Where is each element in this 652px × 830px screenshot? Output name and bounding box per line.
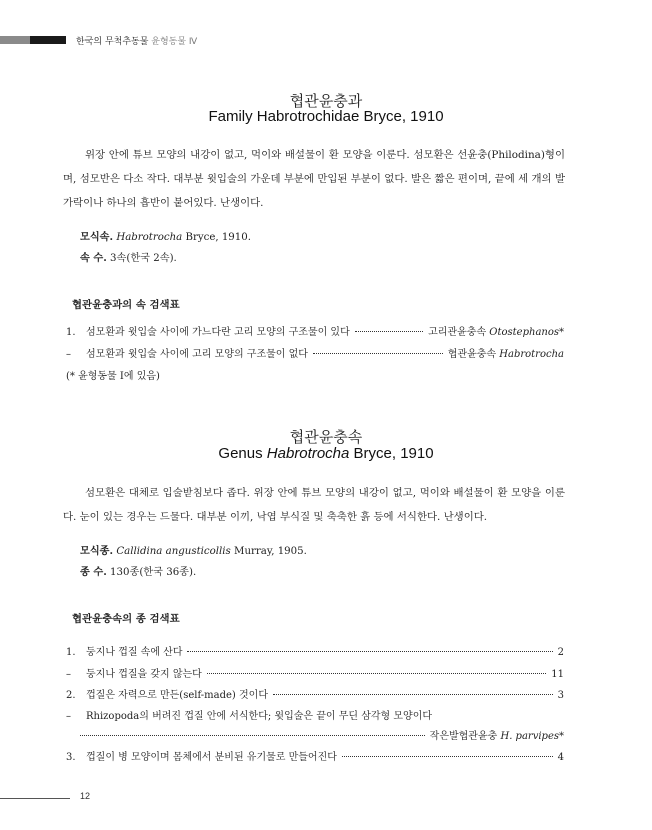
key-text: 섬모환과 윗입술 사이에 고리 모양의 구조물이 없다 bbox=[86, 349, 308, 360]
genus-title-italic: Habrotrocha bbox=[266, 445, 350, 462]
family-description bbox=[63, 143, 565, 215]
genus-title-ko: 협관윤충속 bbox=[289, 428, 363, 446]
key-leader-dots bbox=[342, 756, 553, 757]
key-result-sci: Habrotrocha bbox=[499, 349, 564, 360]
key-result bbox=[430, 727, 564, 742]
genus-key-entry bbox=[66, 323, 564, 341]
key-leader-dots bbox=[313, 353, 443, 354]
species-count-line bbox=[80, 563, 196, 578]
genus-key-footnote: (* 윤형동물 I에 있음) bbox=[66, 371, 160, 382]
key-text: 섬모환과 윗입술 사이에 가느다란 고리 모양의 구조물이 있다 bbox=[86, 327, 350, 338]
key-result-ko: 고리관윤충속 bbox=[428, 327, 487, 338]
key-result bbox=[428, 323, 564, 338]
key-leader-dots bbox=[355, 331, 423, 332]
key-result-sci: H. parvipes* bbox=[500, 731, 564, 742]
species-key-entry bbox=[66, 748, 564, 766]
species-count-label: 종 수. bbox=[80, 566, 107, 578]
key-result: 3 bbox=[557, 690, 564, 701]
type-genus-label: 모식속. bbox=[80, 231, 114, 243]
genus-title-prefix: Genus bbox=[218, 445, 263, 462]
page-number: 12 bbox=[80, 791, 91, 801]
genus-count-value: 3속(한국 2속). bbox=[110, 253, 177, 264]
genus-key-entry bbox=[66, 345, 564, 363]
key-result: 11 bbox=[551, 669, 564, 680]
genus-title-suffix: Bryce, 1910 bbox=[353, 445, 434, 462]
key-text: 껍질은 자력으로 만든(self-made) 것이다 bbox=[86, 690, 268, 701]
key-leader-dots bbox=[207, 673, 546, 674]
header-title: 한국의 무척추동물 bbox=[76, 37, 149, 47]
key-result bbox=[448, 345, 564, 360]
type-species-label: 모식종. bbox=[80, 545, 114, 557]
key-result-sci: Otostephanos* bbox=[489, 327, 564, 338]
key-result: 2 bbox=[557, 647, 564, 658]
species-key-entry bbox=[66, 665, 564, 683]
type-genus-author: Bryce, 1910. bbox=[185, 232, 251, 243]
key-leader-dots bbox=[80, 735, 425, 736]
type-species-line bbox=[80, 542, 307, 557]
header-bar-black bbox=[30, 36, 66, 44]
genus-key-title: 협관윤충과의 속 검색표 bbox=[72, 299, 180, 311]
key-text: 둥지나 껍질 속에 산다 bbox=[86, 647, 183, 658]
key-marker: 1. bbox=[66, 647, 76, 658]
genus-title-en bbox=[0, 445, 652, 462]
footer-rule bbox=[0, 798, 70, 799]
type-species-author: Murray, 1905. bbox=[234, 546, 307, 557]
key-text: 껍질이 병 모양이며 몸체에서 분비된 유기물로 만들어진다 bbox=[86, 752, 337, 763]
family-description-text: 위장 안에 튜브 모양의 내강이 없고, 먹이와 배설물이 환 모양을 이룬다. 섬모환은 선윤충(Philodina)형이며, 섬모반은 다소 작다. 대부분 윗입술의 가운데 부분에 만입된 부분이 없다. 발은 짧은 편이며, 끝에 세 개의 발가락이나 하나의 흡반이 붙어있다. 난생이다. bbox=[63, 149, 565, 209]
key-result-ko: 협관윤충속 bbox=[447, 349, 497, 360]
running-header bbox=[76, 34, 197, 47]
key-marker: 2. bbox=[66, 690, 76, 701]
header-subtitle: 윤형동물 Ⅳ bbox=[151, 37, 198, 47]
species-count-value: 130종(한국 36종). bbox=[110, 567, 197, 578]
key-marker: 3. bbox=[66, 752, 76, 763]
genus-description bbox=[63, 481, 565, 529]
header-bar-gray bbox=[0, 36, 30, 44]
key-marker: 1. bbox=[66, 327, 76, 338]
type-genus-line bbox=[80, 228, 251, 243]
genus-description-text: 섬모환은 대체로 입술받침보다 좁다. 위장 안에 튜브 모양의 내강이 없고, 먹이와 배설물이 환 모양을 이룬다. 눈이 있는 경우는 드물다. 대부분 이끼, 낙엽 부식질 및 축축한 흙 등에 서식한다. 난생이다. bbox=[63, 487, 565, 523]
genus-count-label: 속 수. bbox=[80, 252, 107, 264]
key-result-ko: 작은발협관윤충 bbox=[429, 731, 498, 742]
type-genus-name: Habrotrocha bbox=[116, 232, 183, 243]
key-marker: – bbox=[66, 349, 71, 360]
species-key-entry-continued bbox=[66, 727, 564, 745]
key-result: 4 bbox=[557, 752, 564, 763]
key-leader-dots bbox=[273, 694, 553, 695]
species-key-entry bbox=[66, 707, 564, 725]
species-key-entry bbox=[66, 643, 564, 661]
family-title-en: Family Habrotrochidae Bryce, 1910 bbox=[208, 108, 444, 125]
genus-count-line bbox=[80, 249, 177, 264]
key-text: Rhizopoda의 버려진 껍질 안에 서식한다; 윗입술은 끝이 무딘 삼각형 모양이다 bbox=[86, 711, 433, 722]
type-species-name: Callidina angusticollis bbox=[116, 546, 231, 557]
key-marker: – bbox=[66, 669, 71, 680]
key-text: 둥지나 껍질을 갖지 않는다 bbox=[86, 669, 202, 680]
species-key-entry bbox=[66, 686, 564, 704]
key-leader-dots bbox=[187, 651, 552, 652]
family-title-ko: 협관윤충과 bbox=[289, 92, 363, 110]
species-key-title: 협관윤충속의 종 검색표 bbox=[72, 613, 180, 625]
key-marker: – bbox=[66, 711, 71, 722]
